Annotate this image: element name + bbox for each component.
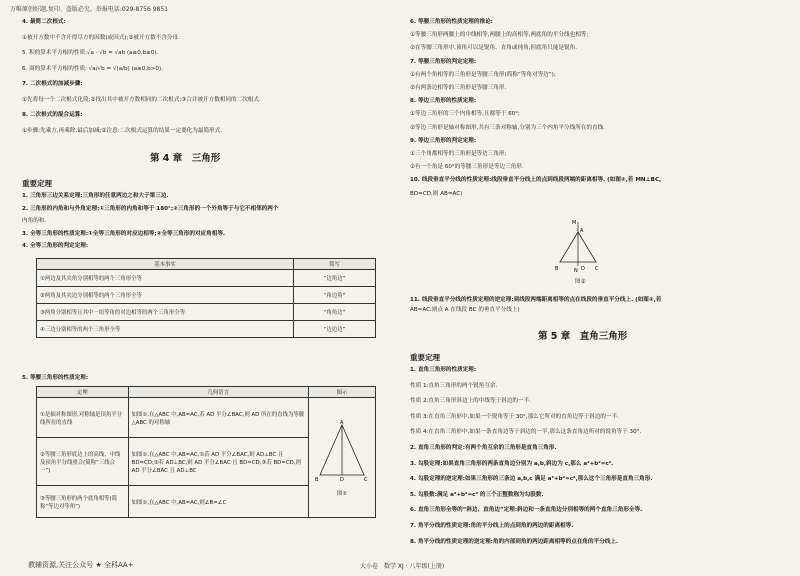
svg-text:D: D [581,266,585,272]
text-line: 4. 勾股定理的逆定理:如果三角形的三条边 a,b,c 满足 a²+b²=c²,那么这个三角形是直角三角形. [410,476,653,483]
congruence-criteria-table [36,258,376,338]
table1-header-short: 简写 [294,259,376,270]
svg-text:C: C [364,476,368,483]
footer-promo: 教辅资源,关注公众号 ★ 全科AA+ [28,561,134,569]
theorem-line: 内角的和. [22,218,47,225]
figure-1-triangle [312,419,372,489]
svg-text:D: D [340,476,344,483]
text-line: 8. 角平分线的性质定理的逆定理:角的内部到角的两边距离相等的点在角的平分线上. [410,538,619,545]
svg-text:A: A [340,419,344,426]
theorem-line: 1. 三角形三边关系定理:三角形的任意两边之和大于第三边. [22,193,169,199]
theorem-11-line-1: 11. 线段垂直平分线的性质定理的逆定理:到线段两端距离相等的点在线段的垂直平分线上. (如图②,若 [410,297,662,303]
table-row: ②两角及其夹边分别相等的两个三角形全等 “角边角” [37,287,376,304]
right-page [360,0,800,576]
text-line: 性质 3:在直角三角形中,如果一个锐角等于 30°,那么它所对的直角边等于斜边的一半. [410,413,619,420]
theorem-5-label: 5. 等腰三角形的性质定理: [22,375,89,381]
table2-header-theorem: 定理 [37,387,129,398]
text-line: 7. 等腰三角形的判定定理: [410,58,477,65]
svg-text:B: B [315,476,319,483]
left-section-heading: 重要定理 [22,179,52,188]
text-line: 性质 1:直角三角形的两个锐角互余. [410,382,498,389]
isosceles-properties-table [36,386,376,518]
text-line: ①等腰三角形两腰上的中线相等,两腰上的高相等,两底角的平分线也相等; [410,32,589,39]
text-line: 6. 等腰三角形的性质定理的推论: [410,19,493,25]
text-line: 性质 4:在直角三角形中,如果一条直角边等于斜边的一半,那么这条直角边所对的锐角等于 30°. [410,429,642,436]
table-row: ①两边及其夹角分别相等的两个三角形全等 “边角边” [37,270,376,287]
chapter-5-title: 第 5 章 直角三角形 [538,331,628,342]
text-line: ②在等腰三角形中,顶角可以是锐角、直角或钝角,但底角只能是锐角. [410,45,577,52]
table2-header-figure: 图示 [309,387,376,398]
text-line: 10. 线段垂直平分线的性质定理:线段垂直平分线上的点到线段两端的距离相等. (如图②,若 MN⊥BC, [410,177,662,184]
table1-header-fact: 基本事实 [37,259,294,270]
text-line: ①等边三角形的三个内角相等,且都等于 60°; [410,111,520,118]
copyright-note: 万唯原创好题,复印、盗版必究。举报电话:029-8756 9851 [10,6,168,13]
theorem-line: 2. 三角形的内角和与外角定理:①三角形的内角和等于 180°;②三角形的一个外角等于与它不相邻的两个 [22,205,279,212]
table2-header-language: 几何语言 [128,387,308,398]
svg-text:C: C [595,266,599,272]
text-line: ②有两条边相等的三角形是等腰三角形. [410,85,507,91]
table-row: ③两角分别相等且其中一组等角的对边相等的两个三角形全等 “角角边” [37,304,376,321]
figure-2-label: 图② [575,279,586,285]
text-line: 6. 商的算术平方根的性质: √a/√b = √(a/b) (a≥0,b>0). [22,65,163,72]
text-line: 7. 二次根式的加减步骤: [22,81,83,87]
text-line: 7. 角平分线的性质定理:角的平分线上的点到角的两边的距离相等. [410,523,574,529]
svg-text:B: B [555,266,559,272]
svg-text:A: A [580,228,584,234]
theorem-line: 3. 全等三角形的性质定理:①全等三角形的对应边相等;②全等三角形的对应角相等. [22,230,226,237]
text-line: ①三个角都相等的三角形是等边三角形; [410,151,507,157]
theorem-11-line-2: AB=AC,则点 A 在线段 BC 的垂直平分线上) [410,307,520,313]
right-section-heading: 重要定理 [410,353,440,362]
text-line: ①步骤:先乘方,再乘除,最后加减;②注意:二次根式运算的结果一定要化为最简形式. [22,127,223,134]
text-line: 5. 勾股数:满足 a²+b²=c² 的三个正整数称为勾股数. [410,491,544,498]
text-line: 6. 直角三角形全等的“斜边、直角边”定理:斜边和一条直角边分别相等的两个直角三角形全等. [410,507,643,514]
text-line: 性质 2:直角三角形斜边上的中线等于斜边的一半. [410,398,531,405]
svg-text:M: M [572,220,577,226]
text-line: 8. 等边三角形的性质定理: [410,98,477,105]
text-line: 5. 积的算术平方根的性质:√a · √b = √ab (a≥0,b≥0). [22,50,159,56]
table-row: ③等腰三角形的两个底角相等(简称“等边对等角”) 如图①,在△ABC 中,AB=AC,则∠B=∠C [37,486,376,518]
theorem-line: 4. 全等三角形的判定定理: [22,243,89,250]
table-row: ②等腰三角形底边上的高线、中线及顶角平分线重合(简称“三线合一”) 如图①,在△ABC 中,AB=AC,①若 AD 平分∠BAC,则 AD⊥BC 且 BD=CD;②若 AD⊥BC,则 AD 平分∠BAC 且 BD=CD;③若 BD=CD,则 AD 平分∠BAC 且 AD⊥BC [37,438,376,486]
table-row: ④三边分别相等的两个三角形全等 “边边边” [37,321,376,338]
figure-1-label: 图① [336,490,348,497]
text-line: ②等边三角形是轴对称图形,共有三条对称轴,分别为三个内角平分线所在的直线. [410,124,605,131]
figure-2-triangle [550,218,610,278]
table-row: ①是轴对称图形,对称轴是顶角平分线所在的直线 如图①,在△ABC 中,AB=AC,若 AD 平分∠BAC,则 AD 所在的直线为等腰△ABC 的对称轴 A B D C 图① [37,398,376,438]
text-line: ①有两个角相等的三角形是等腰三角形(简称“等角对等边”); [410,71,556,78]
text-line: 1. 直角三角形的性质定理: [410,367,477,373]
text-line: 9. 等边三角形的判定定理: [410,137,477,144]
text-line: 2. 直角三角形的判定:有两个角互余的三角形是直角三角形. [410,445,557,451]
footer-book-title: 大小卷 数学 XJ · 八年级(上册) [360,563,445,570]
text-line: ①被开方数中不含开得尽方的因数(或因式);②被开方数不含分母. [22,34,180,41]
text-line: 8. 二次根式的混合运算: [22,112,83,118]
svg-text:N: N [574,268,578,274]
text-line: ①先将每一个二次根式化简;②找出其中被开方数相同的二次根式;③合并被开方数相同的二次根式. [22,96,261,103]
text-line: ②有一个角是 60°的等腰三角形是等边三角形. [410,164,524,171]
text-line: 3. 勾股定理:如果直角三角形的两条直角边分别为 a,b,斜边为 c,那么 a²+b²=c². [410,460,614,467]
chapter-4-title: 第 4 章 三角形 [150,153,221,164]
figure-1-cell [309,398,376,518]
text-line: BD=CD,则 AB=AC) [410,190,463,197]
text-line: 4. 最简二次根式: [22,19,66,25]
